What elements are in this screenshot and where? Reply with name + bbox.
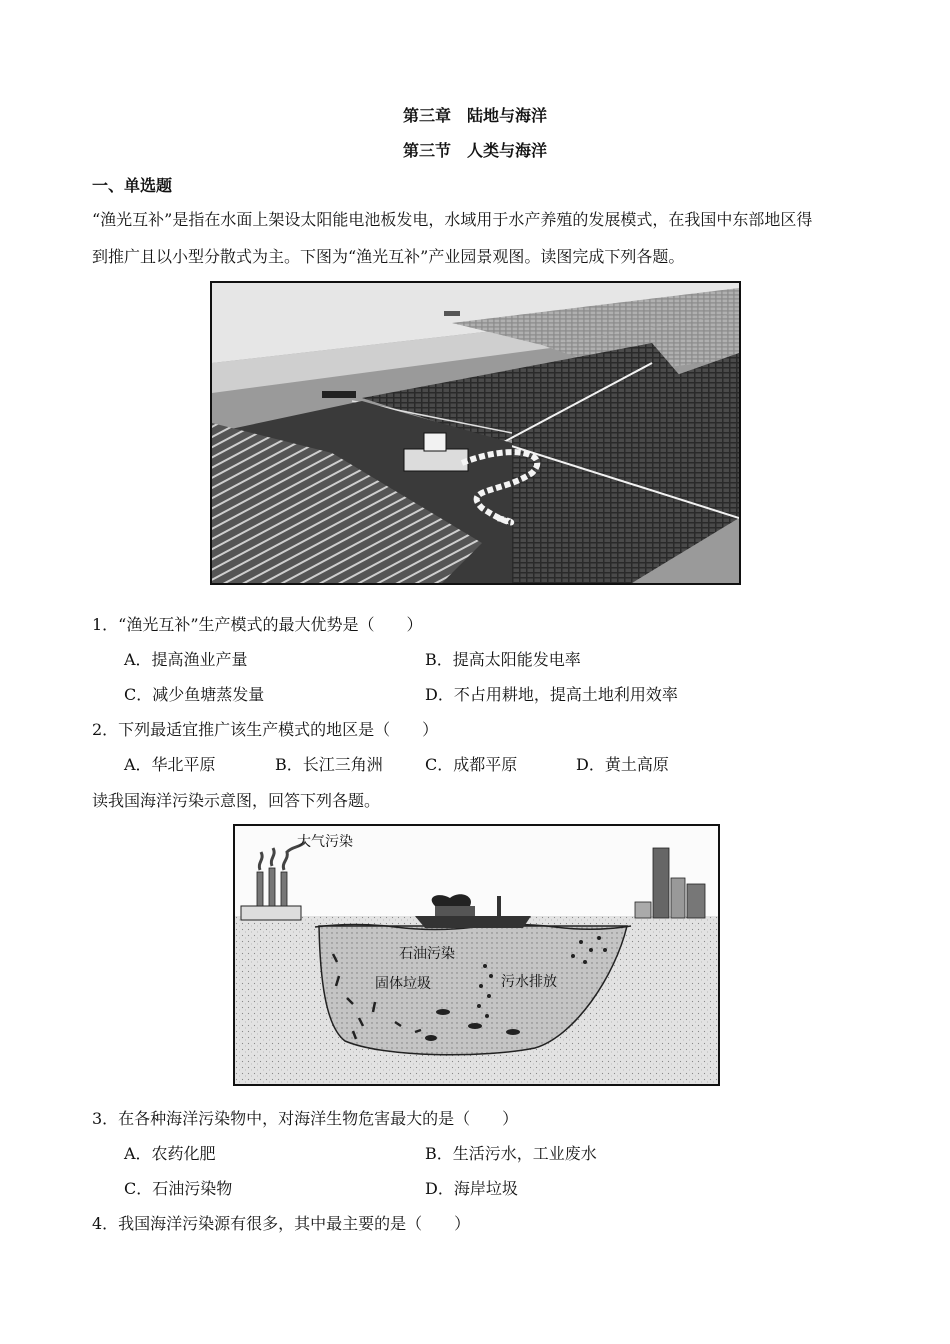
q2-option-b[interactable]: B．长江三角洲 <box>275 755 383 774</box>
q3-option-d[interactable]: D．海岸垃圾 <box>425 1179 518 1198</box>
q3-stem: 3．在各种海洋污染物中，对海洋生物危害最大的是（ ） <box>92 1109 519 1128</box>
q1-stem: 1．“渔光互补”生产模式的最大优势是（ ） <box>92 615 423 634</box>
section-title: 第三节 人类与海洋 <box>402 141 547 160</box>
q1-option-c[interactable]: C．减少鱼塘蒸发量 <box>124 685 265 704</box>
label-solid-garbage: 固体垃圾 <box>375 976 431 992</box>
fish-solar-park-photo <box>210 281 741 585</box>
q2-option-d[interactable]: D．黄土高原 <box>576 755 669 774</box>
chapter-title: 第三章 陆地与海洋 <box>402 106 547 125</box>
q2-option-a[interactable]: A．华北平原 <box>124 755 216 774</box>
q1-option-d[interactable]: D．不占用耕地，提高土地利用效率 <box>425 685 678 704</box>
q4-stem: 4．我国海洋污染源有很多，其中最主要的是（ ） <box>92 1214 471 1233</box>
q1-option-b[interactable]: B．提高太阳能发电率 <box>425 650 581 669</box>
intro-line-1: “渔光互补”是指在水面上架设太阳能电池板发电，水域用于水产养殖的发展模式，在我国中东部地区得 <box>92 210 813 229</box>
q3-option-b[interactable]: B．生活污水，工业废水 <box>425 1144 597 1163</box>
label-oil-pollution: 石油污染 <box>399 946 455 962</box>
intro-2: 读我国海洋污染示意图，回答下列各题。 <box>92 791 381 810</box>
q3-option-c[interactable]: C．石油污染物 <box>124 1179 233 1198</box>
q3-option-a[interactable]: A．农药化肥 <box>124 1144 216 1163</box>
part-heading: 一、单选题 <box>92 176 173 195</box>
label-air-pollution: 大气污染 <box>297 834 353 850</box>
q1-option-a[interactable]: A．提高渔业产量 <box>124 650 248 669</box>
q2-option-c[interactable]: C．成都平原 <box>425 755 518 774</box>
marine-pollution-diagram <box>233 824 720 1086</box>
label-sewage: 污水排放 <box>501 974 557 990</box>
intro-line-2: 到推广且以小型分散式为主。下图为“渔光互补”产业园景观图。读图完成下列各题。 <box>92 247 685 266</box>
q2-stem: 2．下列最适宜推广该生产模式的地区是（ ） <box>92 720 439 739</box>
